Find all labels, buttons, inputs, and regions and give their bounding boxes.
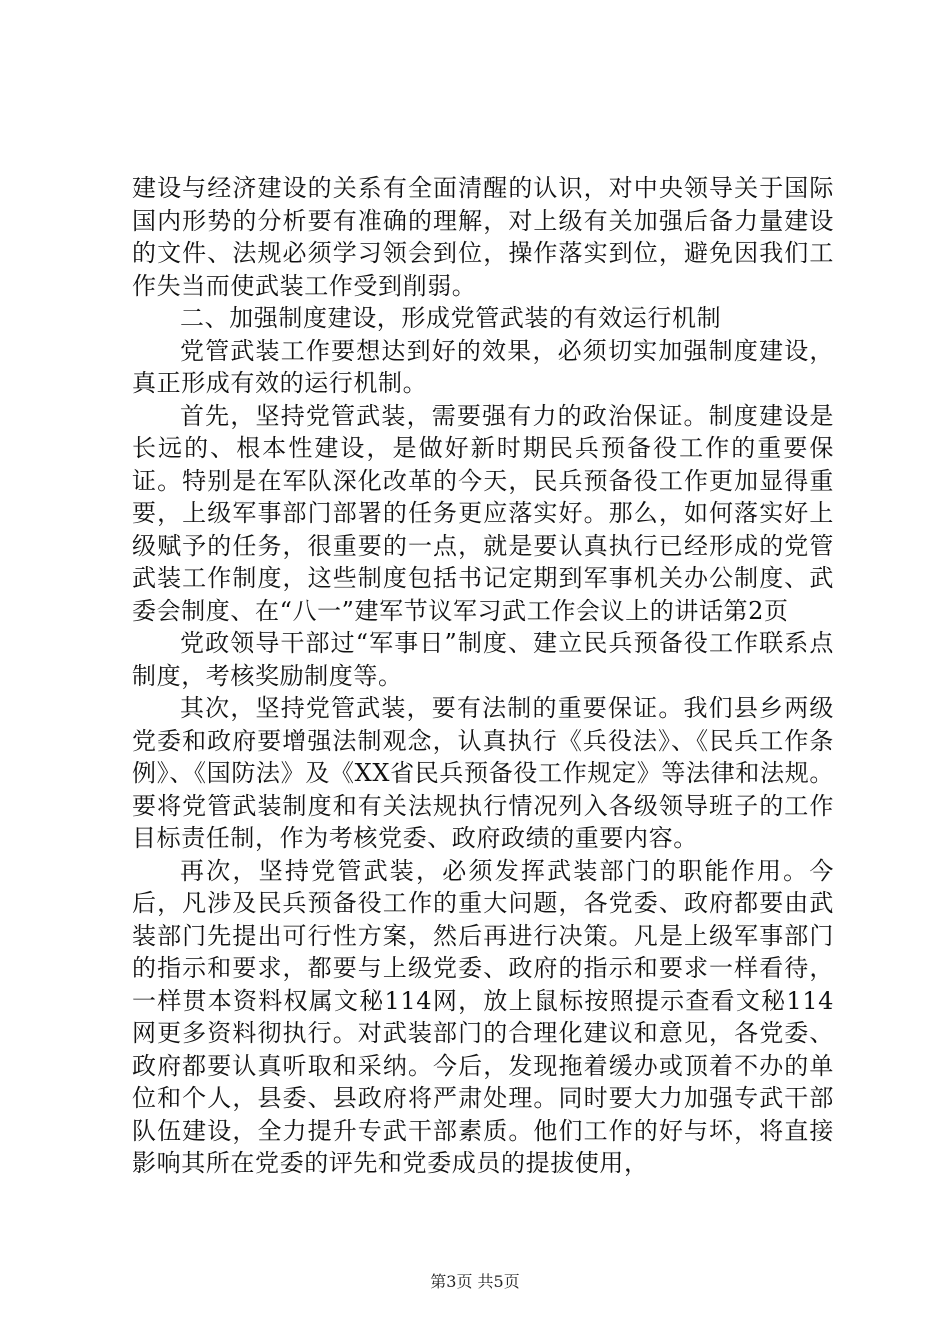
paragraph: 党管武装工作要想达到好的效果，必须切实加强制度建设，真正形成有效的运行机制。	[132, 336, 834, 397]
page-footer: 第3页 共5页	[430, 1272, 520, 1291]
paragraph-continuation: 建设与经济建设的关系有全面清醒的认识，对中央领导关于国际国内形势的分析要有准确的理解，对上级有关加强后备力量建设的文件、法规必须学习领会到位，操作落实到位，避免因我们工作失当而使武装工作受到削弱。	[132, 174, 834, 300]
document-body	[132, 172, 834, 1180]
paragraph: 党政领导干部过“军事日”制度、建立民兵预备役工作联系点制度，考核奖励制度等。	[132, 629, 834, 690]
section-heading: 二、加强制度建设，形成党管武装的有效运行机制	[180, 304, 722, 332]
paragraph: 其次，坚持党管武装，要有法制的重要保证。我们县乡两级党委和政府要增强法制观念，认真执行《兵役法》、《民兵工作条例》、《国防法》及《XX省民兵预备役工作规定》等法律和法规。要将党管武装制度和有关法规执行情况列入各级领导班子的工作目标责任制，作为考核党委、政府政绩的重要内容。	[132, 694, 834, 852]
paragraph: 首先，坚持党管武装，需要强有力的政治保证。制度建设是长远的、根本性建设，是做好新时期民兵预备役工作的重要保证。特别是在军队深化改革的今天，民兵预备役工作更加显得重要，上级军事部门部署的任务更应落实好。那么，如何落实好上级赋予的任务，很重要的一点，就是要认真执行已经形成的党管武装工作制度，这些制度包括书记定期到军事机关办公制度、武委会制度、在“八一”建军节议军习武工作会议上的讲话第2页	[132, 401, 834, 625]
paragraph: 再次，坚持党管武装，必须发挥武装部门的职能作用。今后，凡涉及民兵预备役工作的重大问题，各党委、政府都要由武装部门先提出可行性方案，然后再进行决策。凡是上级军事部门的指示和要求，都要与上级党委、政府的指示和要求一样看待，一样贯本资料权属文秘114网，放上鼠标按照提示查看文秘114网更多资料彻执行。对武装部门的合理化建议和意见，各党委、政府都要认真听取和采纳。今后，发现拖着缓办或顶着不办的单位和个人，县委、县政府将严肃处理。同时要大力加强专武干部队伍建设，全力提升专武干部素质。他们工作的好与坏，将直接影响其所在党委的评先和党委成员的提拔使用，	[132, 856, 834, 1177]
